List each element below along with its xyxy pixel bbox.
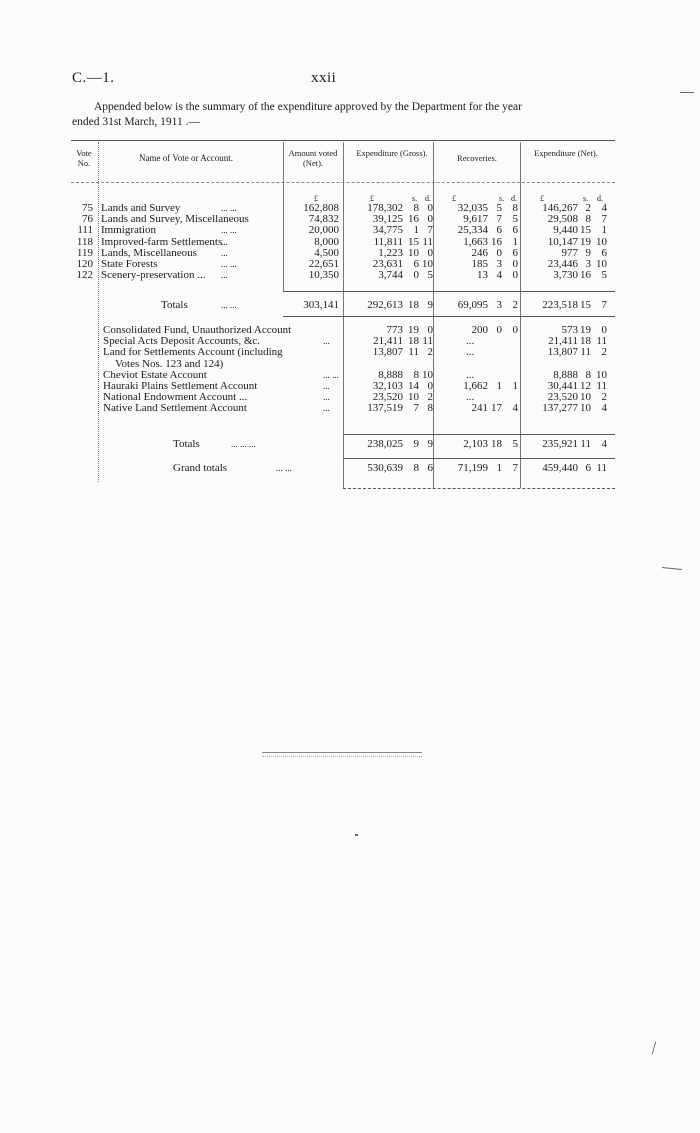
leader-dots: ... [221,247,228,258]
gross-shillings: 8 [413,368,419,381]
net-pence: 10 [596,258,607,270]
recoveries-pounds: 2,103 [463,438,488,450]
gross-shillings: 16 [408,213,419,226]
net-pounds: 137,277 [542,402,578,415]
net-pence: 10 [596,235,607,248]
gross-pounds: 39,125 [372,213,403,226]
recoveries-pounds: 13 [477,269,488,282]
gross-pence: 0 [427,213,433,226]
amount-voted: 22,651 [308,258,339,270]
gross-pence: 7 [427,224,433,237]
totals-bottom-rule [283,316,615,317]
recoveries-shillings: 7 [496,213,502,226]
recoveries-shillings: 1 [496,380,502,392]
account-name: Hauraki Plains Settlement Account [103,380,258,392]
vote-row [71,237,615,248]
recoveries-shillings: 3 [496,258,502,270]
header-vote-no: Vote No. [76,148,92,168]
leader-dots: ... [323,336,330,347]
net-shillings: 9 [585,246,591,259]
gross-shillings: 19 [408,324,419,336]
gross-shillings: 8 [413,462,419,474]
amount-voted: 4,500 [314,246,339,259]
unit-pound-net: £ [540,194,544,203]
vote-name: State Forests [101,258,158,270]
gross-pence: 9 [427,438,433,450]
net-shillings: 11 [580,346,591,359]
net-shillings: 11 [580,438,591,450]
gross-pence: 10 [422,258,433,270]
subtotal-rule-3 [343,458,615,459]
recoveries-shillings: 5 [496,202,502,214]
account-name: Land for Settlements Account (including [103,346,283,359]
net-pence: 1 [601,224,607,237]
recoveries-pounds: 185 [471,258,488,270]
intro-line-2: ended 31st March, 1911 .— [72,115,200,128]
gross-shillings: 0 [413,269,419,282]
account-name: Votes Nos. 123 and 124) [115,357,224,370]
gross-pence: 8 [427,402,433,415]
unit-d-rec: d. [511,194,517,203]
gross-shillings: 18 [408,335,419,348]
net-pounds: 573 [561,324,578,336]
leader-dots: ... [221,236,228,247]
subtotal-rule-2 [343,434,615,435]
gross-pence: 0 [427,202,433,214]
net-shillings: 16 [580,269,591,282]
recoveries-pence: 2 [512,299,518,311]
amount-voted: 8,000 [314,235,339,248]
recoveries-left-rule [433,142,434,488]
leader-dots: ... ... [276,463,292,473]
header-recoveries: Recoveries. [457,153,497,163]
gross-shillings: 9 [413,438,419,450]
recoveries-pence: 0 [512,258,518,270]
gross-shillings: 10 [408,391,419,404]
vote-name: Lands and Survey [101,202,181,214]
net-pence: 11 [596,335,607,348]
gross-pounds: 238,025 [367,438,403,450]
net-pence: 2 [601,391,607,404]
net-shillings: 3 [585,258,591,270]
gross-pence: 5 [427,269,433,282]
recoveries-shillings: 4 [496,269,502,282]
gross-pence: 0 [427,246,433,259]
leader-dots: ... ... [221,225,237,236]
recoveries-shillings: 3 [496,299,502,311]
recoveries-pounds: 32,035 [457,202,488,214]
unit-pound-amount: £ [314,194,318,203]
recoveries-pounds: 200 [471,324,488,336]
amount-voted: 10,350 [308,269,339,282]
net-pence: 4 [601,202,607,214]
vote-number: 120 [76,258,93,270]
grand-totals-rule [343,488,615,489]
header-amount-voted: Amount voted (Net). [288,148,338,168]
gross-pounds: 23,631 [372,258,403,270]
header-expenditure-gross: Expenditure (Gross). [356,148,428,158]
net-pence: 7 [601,299,607,311]
net-pence: 0 [601,324,607,336]
recoveries-shillings: 1 [496,462,502,474]
header-expenditure-net: Expenditure (Net). [534,148,598,158]
recoveries-pounds: 69,095 [457,299,488,311]
vote-name: Improved-farm Settlements [101,235,223,248]
leader-dots: ... ... [221,203,237,213]
gross-shillings: 15 [408,235,419,248]
totals-row [71,300,615,311]
vote-number: 75 [82,202,93,214]
gross-pounds: 1,223 [378,246,403,259]
recoveries-shillings: 0 [496,246,502,259]
grand-totals-label: Grand totals [173,462,228,474]
net-pounds: 10,147 [547,235,578,248]
account-name: Cheviot Estate Account [103,368,207,381]
recoveries-pence: 4 [512,402,518,415]
totals-label: Totals [161,299,188,311]
intro-line-1: Appended below is the summary of the expenditure approved by the Department for the year [94,101,522,113]
gross-shillings: 10 [408,246,419,259]
recoveries-pounds: 1,662 [463,380,488,392]
vote-number: 111 [77,224,93,237]
leader-dots: ... ... ... [231,439,256,449]
recoveries-pence: 5 [512,438,518,450]
net-left-rule [520,142,521,488]
gross-pence: 0 [427,324,433,336]
vote-number: 122 [76,269,93,282]
speck [355,834,358,836]
recoveries-pounds: 241 [471,402,488,415]
net-pence: 7 [601,213,607,226]
gross-pence: 0 [427,380,433,392]
account-row [71,403,615,414]
net-pence: 6 [601,246,607,259]
vote-name: Lands and Survey, Miscellaneous [101,213,249,226]
account-row [71,359,615,370]
net-pounds: 21,411 [548,335,578,348]
grand-totals-row [71,463,615,474]
series-reference: C.—1. [72,70,115,86]
net-shillings: 8 [585,213,591,226]
recoveries-shillings: 6 [496,224,502,237]
net-shillings: 10 [580,402,591,415]
gross-pence: 6 [427,462,433,474]
gross-pounds: 137,519 [367,402,403,415]
recoveries-pence: 8 [512,202,518,214]
net-pounds: 459,440 [542,462,578,474]
recoveries-pence: 0 [512,324,518,336]
amount-voted: 162,808 [303,202,339,214]
gross-pounds: 34,775 [372,224,403,237]
recoveries-pence: 1 [512,380,518,392]
margin-mark [662,567,682,570]
net-pence: 11 [596,462,607,474]
leader-dots: ... [323,392,330,403]
net-pounds: 235,921 [542,438,578,450]
gross-shillings: 6 [413,258,419,270]
gross-shillings: 1 [413,224,419,237]
recoveries-pounds: 1,663 [463,235,488,248]
gross-pence: 11 [422,335,433,348]
unit-s-gross: s. [412,194,418,203]
net-pence: 5 [601,269,607,282]
net-shillings: 15 [580,224,591,237]
amount-voted: 20,000 [308,224,339,237]
vote-name: Scenery-preservation ... [101,269,206,282]
net-pence: 10 [596,368,607,381]
net-shillings: 18 [580,335,591,348]
unit-s-net: s. [583,194,589,203]
leader-dots: ... [221,270,228,281]
leader-dots: ... [323,403,330,414]
vote-name: Immigration [101,224,156,237]
amount-voted: 74,832 [308,213,339,226]
net-pounds: 146,267 [542,202,578,214]
account-name: Special Acts Deposit Accounts, &c. [103,335,261,348]
gross-pounds: 773 [386,324,403,336]
gross-pounds: 292,613 [367,299,403,311]
leader-dots: ... ... [323,369,339,380]
gross-pounds: 13,807 [372,346,403,359]
net-shillings: 10 [580,391,591,404]
net-shillings: 19 [580,324,591,336]
recoveries-shillings: 16 [491,235,502,248]
end-rule-dotted [262,756,422,757]
gross-shillings: 18 [408,299,419,311]
totals-label: Totals [173,438,200,450]
leader-dots: ... [323,381,330,391]
recoveries-shillings: 0 [496,324,502,336]
recoveries-pounds: 25,334 [457,224,488,237]
pen-mark: ⁄ [650,1040,659,1057]
unit-pound-gross: £ [370,194,374,203]
account-name: National Endowment Account ... [103,391,248,404]
net-pounds: 3,730 [553,269,578,282]
recoveries-empty: ... [466,391,475,404]
vote-number: 119 [76,246,93,259]
net-pounds: 29,508 [547,213,578,226]
recoveries-pence: 6 [512,224,518,237]
gross-pounds: 3,744 [378,269,403,282]
end-rule [262,752,422,753]
net-pence: 2 [601,346,607,359]
net-pounds: 977 [561,246,578,259]
unit-s-rec: s. [499,194,505,203]
header-name: Name of Vote or Account. [139,153,233,163]
account-name: Consolidated Fund, Unauthorized Account [103,324,292,336]
net-shillings: 8 [585,368,591,381]
totals-row [71,439,615,450]
vote-column-rule [98,142,99,482]
recoveries-pence: 1 [512,235,518,248]
gross-pence: 10 [422,368,433,381]
net-pounds: 13,807 [547,346,578,359]
net-shillings: 19 [580,235,591,248]
vote-number: 76 [82,213,93,226]
gross-pounds: 11,811 [373,235,403,248]
leader-dots: ... ... [221,300,237,310]
recoveries-pence: 6 [512,246,518,259]
vote-row [71,270,615,281]
gross-pence: 2 [427,346,433,359]
gross-pence: 2 [427,391,433,404]
unit-d-net: d. [597,194,603,203]
net-shillings: 15 [580,299,591,311]
gross-shillings: 7 [413,402,419,415]
account-row [71,347,615,358]
net-pounds: 9,440 [553,224,578,237]
recoveries-pounds: 246 [471,246,488,259]
net-shillings: 12 [580,380,591,392]
gross-shillings: 8 [413,202,419,214]
recoveries-pounds: 9,617 [463,213,488,226]
recoveries-empty: ... [466,368,475,381]
net-pounds: 8,888 [553,368,578,381]
leader-dots: ... ... [221,259,237,269]
table-top-rule [71,140,615,141]
amount-voted: 303,141 [303,299,339,311]
subtotal-rule-1 [283,291,615,292]
recoveries-shillings: 17 [491,402,502,415]
net-pounds: 23,520 [547,391,578,404]
page-number: xxii [311,70,337,86]
unit-pound-rec: £ [452,194,456,203]
intro-paragraph [72,100,612,129]
recoveries-pounds: 71,199 [457,462,488,474]
margin-mark [680,92,694,93]
recoveries-pence: 7 [512,462,518,474]
net-shillings: 2 [585,202,591,214]
net-pence: 11 [596,380,607,392]
recoveries-pence: 5 [512,213,518,226]
net-pounds: 23,446 [547,258,578,270]
gross-shillings: 11 [408,346,419,359]
net-pence: 4 [601,402,607,415]
account-name: Native Land Settlement Account [103,402,247,415]
unit-d-gross: d. [425,194,431,203]
vote-number: 118 [76,235,93,248]
vote-name: Lands, Miscellaneous [101,246,197,259]
recoveries-empty: ... [466,346,475,359]
net-pounds: 223,518 [542,299,578,311]
gross-shillings: 14 [408,380,419,392]
net-shillings: 6 [585,462,591,474]
recoveries-shillings: 18 [491,438,502,450]
gross-pounds: 21,411 [373,335,403,348]
gross-pounds: 32,103 [372,380,403,392]
gross-pounds: 530,639 [367,462,403,474]
net-pence: 4 [601,438,607,450]
gross-pence: 11 [422,235,433,248]
gross-pence: 9 [427,299,433,311]
recoveries-empty: ... [466,335,475,348]
gross-pounds: 8,888 [378,368,403,381]
recoveries-pence: 0 [512,269,518,282]
net-pounds: 30,441 [547,380,578,392]
gross-left-rule [343,142,344,488]
vote-row [71,225,615,236]
gross-pounds: 178,302 [367,202,403,214]
gross-pounds: 23,520 [372,391,403,404]
